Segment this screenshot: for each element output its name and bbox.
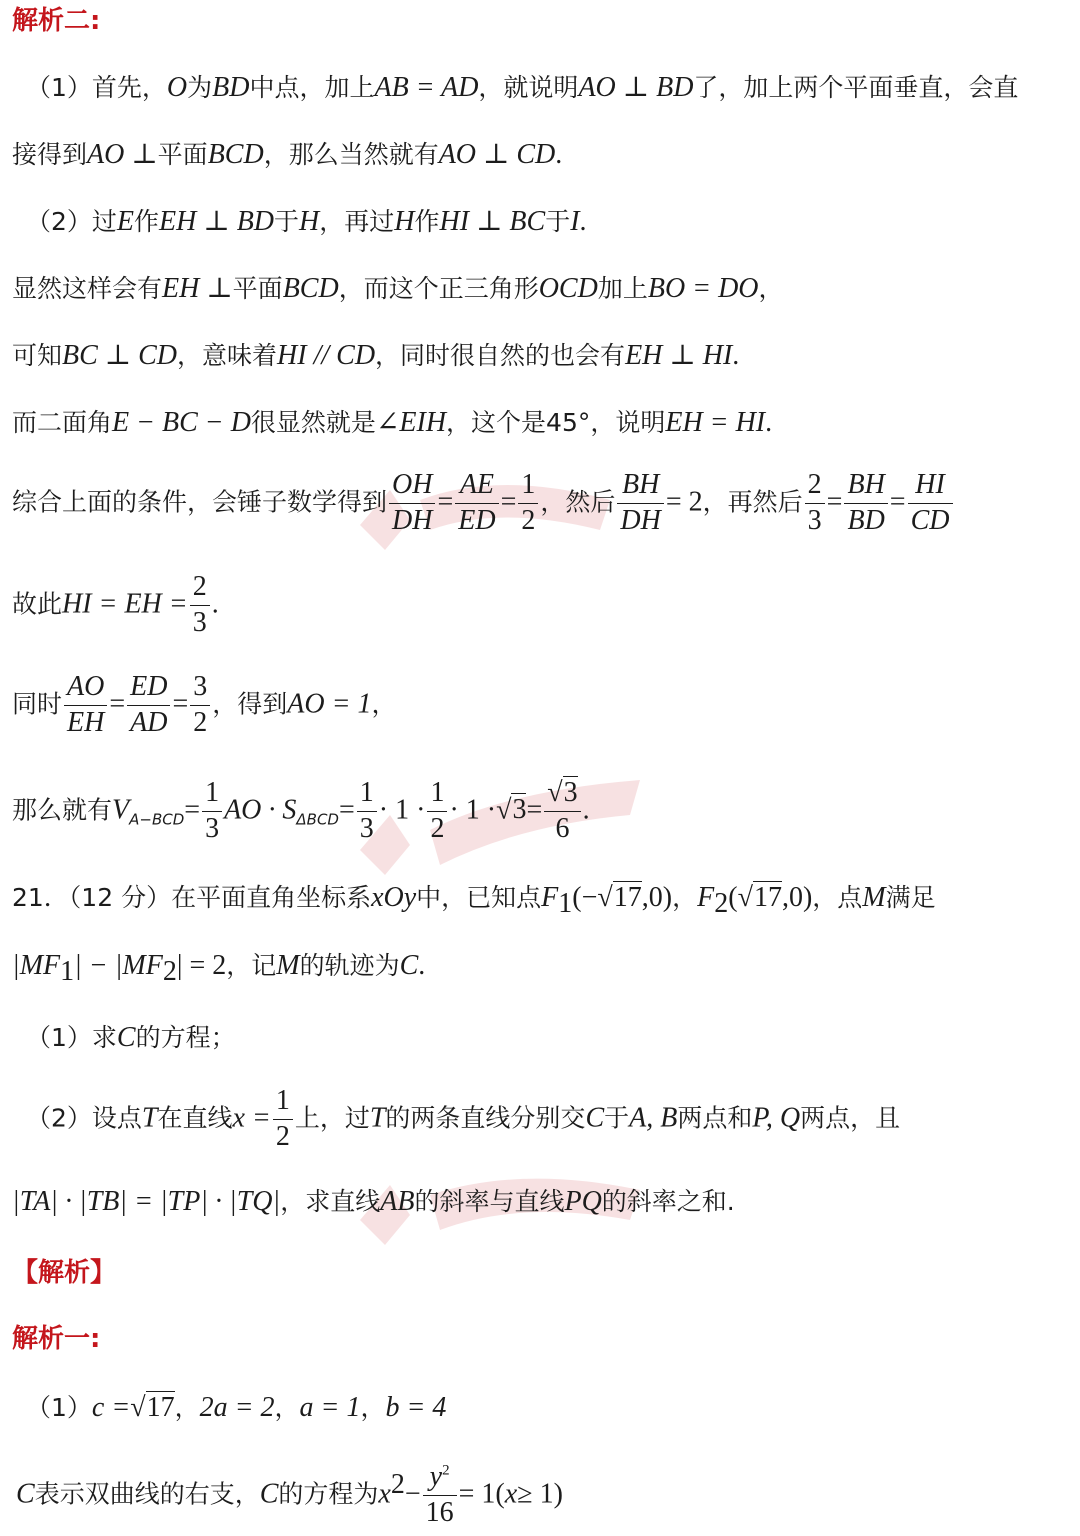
math: | − |MF bbox=[74, 950, 163, 981]
text: . bbox=[579, 206, 587, 237]
math: · 1 · bbox=[449, 794, 497, 826]
math: OCD bbox=[538, 273, 598, 304]
text: ，记 bbox=[226, 951, 277, 980]
math: I bbox=[570, 206, 580, 237]
fraction: $\frac{3}{2}$ bbox=[190, 672, 210, 739]
math: AO ⊥ CD bbox=[438, 139, 556, 170]
question-21-part-2-line-2 bbox=[12, 1188, 1070, 1216]
fraction: $\frac{1}{3}$ bbox=[357, 778, 377, 845]
superscript: 2 bbox=[390, 1468, 405, 1500]
math: ,0) bbox=[781, 882, 813, 913]
text: ，而这个正三角形 bbox=[338, 274, 539, 303]
math: x bbox=[378, 1478, 391, 1510]
math: HI ⊥ BC bbox=[439, 206, 546, 237]
math: BD bbox=[212, 72, 250, 103]
math: = bbox=[338, 794, 355, 826]
text: 21．（12 分）在平面直角坐标系 bbox=[12, 883, 372, 912]
math: (− bbox=[572, 882, 598, 913]
text: 中，已知点 bbox=[416, 883, 542, 912]
math: M bbox=[276, 950, 300, 981]
math: = bbox=[172, 688, 189, 720]
text: 表示双曲线的右支， bbox=[34, 1479, 260, 1509]
math: HI // CD bbox=[277, 340, 376, 371]
text: . bbox=[765, 407, 773, 438]
text: （1）求 bbox=[26, 1023, 117, 1052]
math: · 1 · bbox=[378, 794, 426, 826]
para-7 bbox=[12, 572, 1070, 639]
fraction: $\frac{ED}{AD}$ bbox=[127, 672, 170, 739]
math: |TA| · |TB| = |TP| · |TQ| bbox=[12, 1186, 281, 1217]
math: ( bbox=[728, 882, 738, 913]
subscript: 2 bbox=[162, 956, 177, 987]
fraction: $\frac{1}{3}$ bbox=[202, 778, 222, 845]
math: ≥ 1) bbox=[517, 1478, 563, 1510]
math: BCD bbox=[207, 139, 264, 170]
text: 上，过 bbox=[294, 1103, 370, 1133]
text: ， bbox=[672, 883, 698, 912]
text: ，这个是45°，说明 bbox=[446, 408, 666, 437]
text: 的方程； bbox=[135, 1023, 236, 1052]
math: T bbox=[369, 1102, 386, 1134]
text: 作 bbox=[414, 207, 440, 236]
math: BCD bbox=[282, 273, 339, 304]
fraction: $\frac{2}{3}$ bbox=[190, 572, 210, 639]
math: = bbox=[826, 486, 843, 518]
text: ， bbox=[174, 1393, 200, 1422]
fraction: $\frac{1}{2}$ bbox=[273, 1086, 293, 1153]
math: a = 1 bbox=[299, 1392, 361, 1423]
text: 于 bbox=[545, 207, 571, 236]
math: 2a = 2 bbox=[199, 1392, 275, 1423]
text: 那么就有 bbox=[12, 795, 113, 825]
math: C bbox=[259, 1478, 279, 1510]
fraction: $\frac{AE}{ED}$ bbox=[455, 470, 498, 537]
math: EH ⊥ bbox=[162, 273, 233, 304]
text: 了，加上两个平面垂直，会直 bbox=[693, 73, 1019, 102]
math: F bbox=[541, 882, 559, 913]
text: 在直线 bbox=[157, 1103, 233, 1133]
math: EH ⊥ HI bbox=[625, 340, 733, 371]
math: x bbox=[504, 1478, 518, 1510]
text: 显然这样会有 bbox=[12, 274, 163, 303]
text: 于 bbox=[604, 1103, 630, 1133]
math: = bbox=[437, 486, 454, 518]
math: 17 bbox=[753, 882, 782, 913]
text: ， bbox=[274, 1393, 300, 1422]
math: ,0) bbox=[641, 882, 673, 913]
math: PQ bbox=[564, 1186, 602, 1217]
fraction: $\frac{1}{2}$ bbox=[518, 470, 538, 537]
math: = bbox=[526, 794, 543, 826]
para-1-line-1 bbox=[26, 74, 1070, 102]
fraction: $\frac{y^2}{16}$ bbox=[423, 1462, 457, 1529]
math: = bbox=[184, 794, 201, 826]
text: （2）过 bbox=[26, 207, 117, 236]
text: 的方程为 bbox=[278, 1479, 379, 1509]
math: = 2 bbox=[665, 486, 703, 518]
subscript: A−BCD bbox=[129, 810, 185, 829]
text: . bbox=[211, 588, 219, 620]
math: |MF bbox=[12, 950, 61, 981]
math: BO = DO bbox=[647, 273, 759, 304]
math: b = 4 bbox=[385, 1392, 447, 1423]
fraction: $\frac{HI}{CD}$ bbox=[908, 470, 953, 537]
fraction: $\frac{BH}{DH}$ bbox=[617, 470, 663, 537]
para-6 bbox=[12, 470, 1070, 537]
solution-2 bbox=[16, 1462, 1070, 1529]
text: 的轨迹为 bbox=[299, 951, 400, 980]
math: O bbox=[166, 72, 188, 103]
sqrt-sign: √ bbox=[597, 882, 613, 913]
fraction: $\frac{BH}{BD}$ bbox=[844, 470, 887, 537]
text: ， bbox=[371, 689, 397, 719]
question-21-part-2 bbox=[26, 1086, 1070, 1153]
math: EH = HI bbox=[665, 407, 766, 438]
math: c = bbox=[91, 1392, 131, 1423]
math: C bbox=[16, 1478, 35, 1510]
question-21-line-1 bbox=[12, 884, 1070, 918]
math: AB = AD bbox=[374, 72, 479, 103]
subscript: 1 bbox=[60, 956, 75, 987]
text: 两点和 bbox=[677, 1103, 753, 1133]
text: ，再然后 bbox=[702, 487, 803, 517]
math: AO · S bbox=[224, 794, 297, 826]
subscript: 1 bbox=[558, 888, 573, 919]
text: ，再过 bbox=[319, 207, 395, 236]
math: 17 bbox=[146, 1392, 175, 1423]
text: 两点，且 bbox=[800, 1103, 901, 1133]
heading-jiexi: 【解析】 bbox=[12, 1258, 117, 1288]
question-21-line-2 bbox=[12, 952, 1070, 986]
math: AO ⊥ bbox=[87, 139, 158, 170]
para-8 bbox=[12, 672, 1070, 739]
fraction: $\frac{2}{3}$ bbox=[805, 470, 825, 537]
math: M bbox=[862, 882, 886, 913]
text: 的两条直线分别交 bbox=[385, 1103, 586, 1133]
text: 同时 bbox=[12, 689, 63, 719]
text: ，然后 bbox=[540, 487, 616, 517]
text: 可知 bbox=[12, 341, 63, 370]
sqrt-sign: √ bbox=[496, 794, 512, 826]
math: | = 2 bbox=[176, 950, 227, 981]
math: = bbox=[109, 688, 126, 720]
text: （1）首先， bbox=[26, 73, 167, 102]
text: ，得到 bbox=[212, 689, 288, 719]
fraction: $\frac{√3}{6}$ bbox=[544, 778, 580, 845]
text: ， bbox=[758, 274, 784, 303]
text: ，同时很自然的也会有 bbox=[375, 341, 626, 370]
text: 的斜率之和. bbox=[601, 1187, 735, 1216]
math: HI = EH = bbox=[62, 588, 188, 620]
text: 故此 bbox=[12, 589, 63, 619]
text: . bbox=[555, 139, 563, 170]
subscript: 2 bbox=[714, 888, 729, 919]
text: ，求直线 bbox=[280, 1187, 381, 1216]
text: ，就说明 bbox=[478, 73, 579, 102]
math: A, B bbox=[629, 1102, 678, 1134]
sqrt-sign: √ bbox=[737, 882, 753, 913]
math: = 1( bbox=[458, 1478, 505, 1510]
math: E bbox=[116, 206, 135, 237]
math: ∠EIH bbox=[375, 407, 447, 438]
math: BC ⊥ CD bbox=[62, 340, 178, 371]
math: xOy bbox=[371, 882, 417, 913]
math: 17 bbox=[613, 882, 642, 913]
math: = bbox=[889, 486, 906, 518]
subscript: ΔBCD bbox=[296, 810, 339, 829]
math: T bbox=[141, 1102, 158, 1134]
text: 中点，加上 bbox=[249, 73, 375, 102]
solution-1 bbox=[26, 1394, 1070, 1422]
math: AO ⊥ BD bbox=[578, 72, 694, 103]
text: ， bbox=[360, 1393, 386, 1422]
text: 满足 bbox=[885, 883, 936, 912]
math: x = bbox=[232, 1102, 271, 1134]
sqrt-sign: √ bbox=[547, 777, 563, 808]
heading-jiexi-1: 解析一: bbox=[12, 1324, 101, 1354]
math: 3 bbox=[512, 794, 527, 826]
fraction: $\frac{AO}{EH}$ bbox=[64, 672, 107, 739]
text: 而二面角 bbox=[12, 408, 113, 437]
para-9 bbox=[12, 778, 1070, 845]
math: = bbox=[500, 486, 517, 518]
text: . bbox=[582, 794, 590, 826]
text: 加上 bbox=[597, 274, 648, 303]
math: C bbox=[585, 1102, 605, 1134]
para-3 bbox=[12, 275, 1070, 303]
text: （2）设点 bbox=[26, 1103, 142, 1133]
math: C bbox=[399, 950, 419, 981]
math: AB bbox=[380, 1186, 415, 1217]
math: E − BC − D bbox=[112, 407, 251, 438]
text: 于 bbox=[274, 207, 300, 236]
para-2 bbox=[26, 208, 1070, 236]
text: 接得到 bbox=[12, 140, 88, 169]
para-5 bbox=[12, 409, 1070, 437]
heading-jiexi-2: 解析二: bbox=[12, 6, 101, 36]
text: 作 bbox=[134, 207, 160, 236]
math: − bbox=[404, 1478, 421, 1510]
text: . bbox=[732, 340, 740, 371]
text: . bbox=[418, 950, 426, 981]
text: （1） bbox=[26, 1393, 92, 1422]
fraction: $\frac{1}{2}$ bbox=[427, 778, 447, 845]
math: V bbox=[112, 794, 130, 826]
math: H bbox=[394, 206, 415, 237]
para-4 bbox=[12, 342, 1070, 370]
text: 平面 bbox=[232, 274, 283, 303]
fraction: $\frac{OH}{DH}$ bbox=[389, 470, 435, 537]
question-21-part-1 bbox=[26, 1024, 1070, 1052]
math: EH ⊥ BD bbox=[159, 206, 275, 237]
para-1-line-2 bbox=[12, 141, 1070, 169]
math: H bbox=[299, 206, 320, 237]
math: P, Q bbox=[752, 1102, 801, 1134]
math: F bbox=[697, 882, 715, 913]
math: AO = 1 bbox=[287, 688, 372, 720]
text: ，那么当然就有 bbox=[263, 140, 439, 169]
text: 综合上面的条件，会锤子数学得到 bbox=[12, 487, 388, 517]
text: 为 bbox=[187, 73, 213, 102]
sqrt-sign: √ bbox=[130, 1392, 146, 1423]
text: 平面 bbox=[157, 140, 208, 169]
text: 的斜率与直线 bbox=[414, 1187, 565, 1216]
text: ，点 bbox=[812, 883, 863, 912]
text: ，意味着 bbox=[177, 341, 278, 370]
math: C bbox=[116, 1022, 136, 1053]
text: 很显然就是 bbox=[250, 408, 376, 437]
